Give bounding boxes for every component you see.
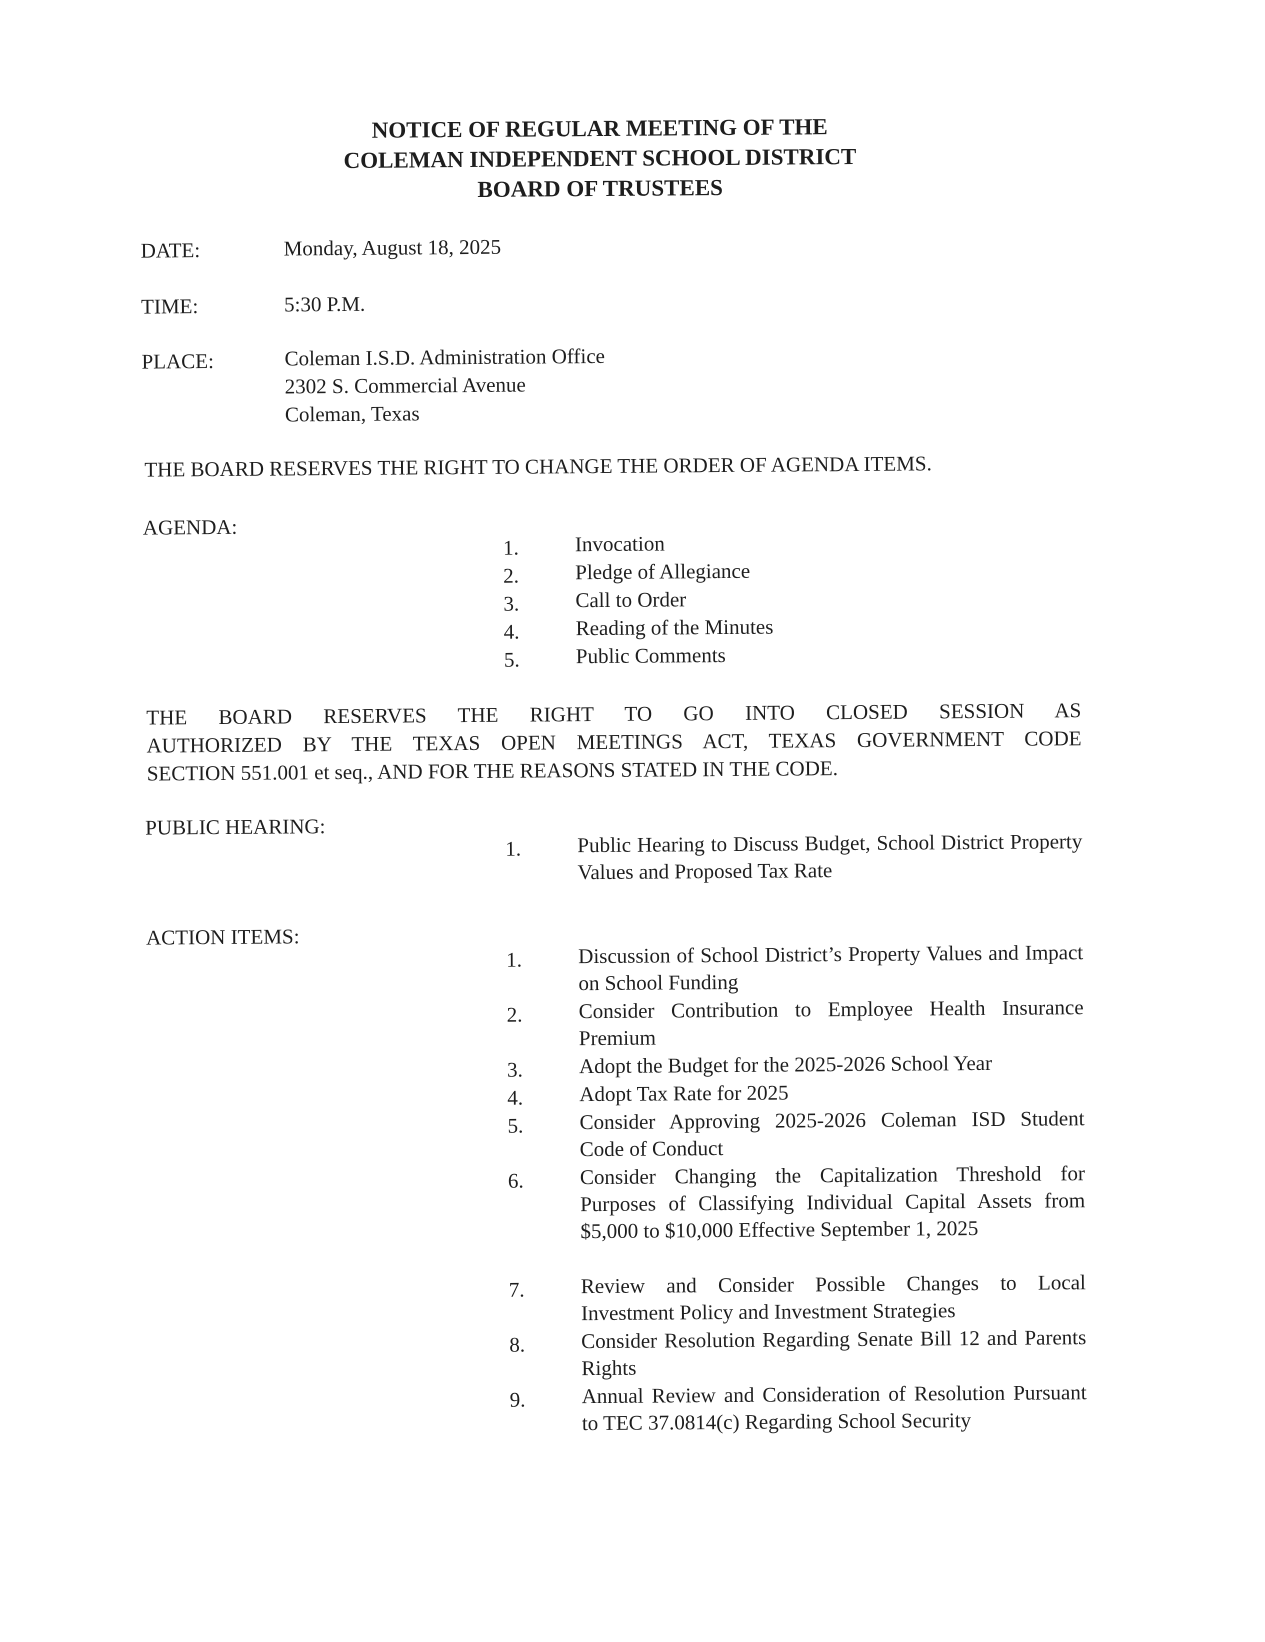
item-number: 8. bbox=[509, 1332, 526, 1357]
place-value bbox=[284, 342, 605, 429]
item-text: Invocation bbox=[574, 531, 665, 557]
item-text: Annual Review and Consideration of Resolution Pursuant to TEC 37.0814(c) Regarding School Security bbox=[581, 1380, 1087, 1436]
notice-line: SECTION 551.001 et seq., AND FOR THE REASONS STATED IN THE CODE. bbox=[146, 756, 838, 786]
title-line: NOTICE OF REGULAR MEETING OF THE bbox=[371, 114, 828, 143]
item-number: 7. bbox=[508, 1277, 525, 1302]
item-text: Public Comments bbox=[575, 643, 726, 669]
item-number: 2. bbox=[506, 1002, 523, 1027]
closed-session-notice bbox=[146, 696, 1082, 787]
item-text: Public Hearing to Discuss Budget, School District Property Values and Proposed Tax Rate bbox=[577, 829, 1083, 885]
item-text: Pledge of Allegiance bbox=[575, 558, 751, 585]
action-items-label: ACTION ITEMS: bbox=[145, 924, 300, 950]
reserve-order-notice: THE BOARD RESERVES THE RIGHT TO CHANGE THE ORDER OF AGENDA ITEMS. bbox=[144, 451, 932, 482]
item-number: 3. bbox=[503, 591, 520, 616]
item-text: Adopt Tax Rate for 2025 bbox=[579, 1080, 789, 1107]
item-number: 1. bbox=[506, 947, 523, 972]
date-label: DATE: bbox=[140, 238, 201, 263]
item-number: 5. bbox=[503, 647, 520, 672]
date-value: Monday, August 18, 2025 bbox=[283, 234, 502, 261]
notice-line: THE BOARD RESERVES THE RIGHT TO GO INTO CLOSED SESSION AS bbox=[146, 698, 1082, 730]
item-text: Call to Order bbox=[575, 587, 687, 613]
item-number: 9. bbox=[509, 1387, 526, 1412]
public-hearing-label: PUBLIC HEARING: bbox=[145, 814, 326, 840]
item-number: 1. bbox=[502, 535, 519, 560]
title-line: COLEMAN INDEPENDENT SCHOOL DISTRICT bbox=[343, 143, 857, 173]
time-label: TIME: bbox=[141, 294, 199, 319]
notice-line: AUTHORIZED BY THE TEXAS OPEN MEETINGS ACT, TEXAS GOVERNMENT CODE bbox=[146, 726, 1082, 758]
item-text: Consider Contribution to Employee Health Insurance Premium bbox=[578, 995, 1084, 1051]
time-value: 5:30 P.M. bbox=[284, 291, 366, 317]
item-number: 6. bbox=[507, 1168, 524, 1193]
item-text: Reading of the Minutes bbox=[575, 614, 774, 641]
item-text: Review and Consider Possible Changes to Local Investment Policy and Investment Strategies bbox=[580, 1270, 1086, 1326]
item-number: 4. bbox=[507, 1085, 524, 1110]
item-text: Consider Changing the Capitalization Threshold for Purposes of Classifying Individual Capital Assets from $5,000 to $10,000 Effective September 1, 2025 bbox=[579, 1161, 1086, 1244]
item-text: Consider Resolution Regarding Senate Bill 12 and Parents Rights bbox=[581, 1325, 1087, 1381]
item-number: 3. bbox=[507, 1057, 523, 1082]
item-number: 5. bbox=[507, 1113, 524, 1138]
place-line: 2302 S. Commercial Avenue bbox=[284, 372, 526, 399]
place-line: Coleman I.S.D. Administration Office bbox=[284, 343, 606, 371]
notice-title bbox=[0, 109, 1205, 209]
item-text: Discussion of School District’s Property Values and Impact on School Funding bbox=[578, 940, 1084, 996]
item-text: Adopt the Budget for the 2025-2026 School Year bbox=[578, 1050, 993, 1079]
item-number: 4. bbox=[503, 619, 520, 644]
place-label: PLACE: bbox=[141, 349, 214, 374]
agenda-label: AGENDA: bbox=[142, 514, 238, 540]
item-text: Consider Approving 2025-2026 Coleman ISD Student Code of Conduct bbox=[579, 1106, 1085, 1162]
place-line: Coleman, Texas bbox=[284, 401, 420, 427]
title-line: BOARD OF TRUSTEES bbox=[477, 175, 723, 202]
item-number: 1. bbox=[505, 836, 522, 861]
item-number: 2. bbox=[503, 563, 520, 588]
